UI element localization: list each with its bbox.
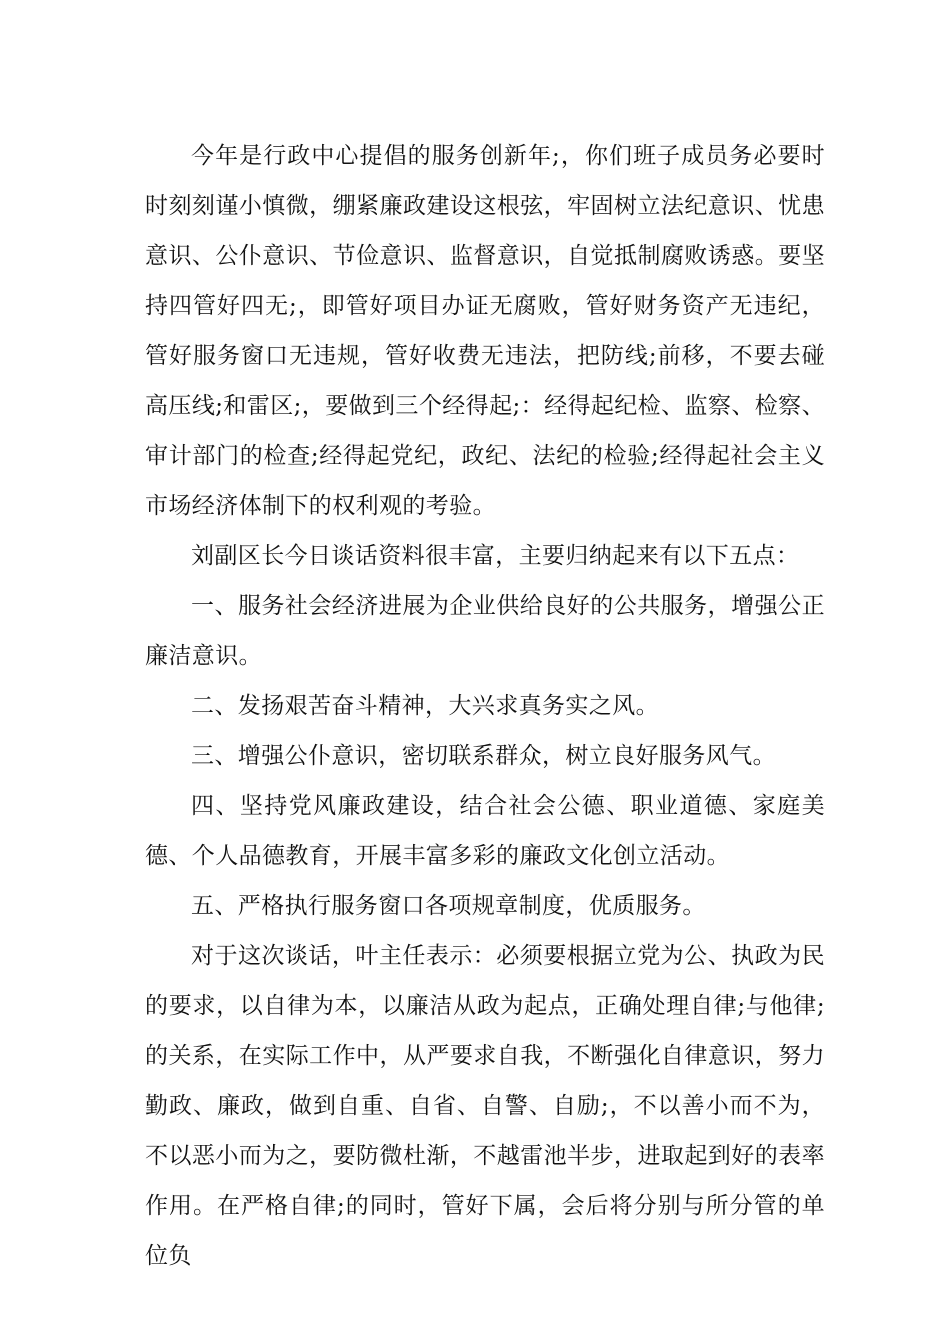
paragraph-7: 五、严格执行服务窗口各项规章制度，优质服务。: [191, 893, 706, 919]
paragraph-6: 四、坚持党风廉政建设，结合社会公德、职业道德、家庭美德、个人品德教育，开展丰富多彩的廉政文化创立活动。: [145, 793, 825, 869]
body-text: [145, 131, 825, 1281]
paragraph-2: 刘副区长今日谈话资料很丰富，主要归纳起来有以下五点：: [191, 543, 800, 569]
paragraph-3: 一、服务社会经济进展为企业供给良好的公共服务，增强公正廉洁意识。: [145, 593, 825, 669]
paragraph-4: 二、发扬艰苦奋斗精神，大兴求真务实之风。: [191, 693, 659, 719]
paragraph-5: 三、增强公仆意识，密切联系群众，树立良好服务风气。: [191, 743, 776, 769]
paragraph-1: 今年是行政中心提倡的服务创新年;，你们班子成员务必要时时刻刻谨小慎微，绷紧廉政建设这根弦，牢固树立法纪意识、忧患意识、公仆意识、节俭意识、监督意识，自觉抵制腐败诱惑。要坚持四管好四无;，即管好项目办证无腐败，管好财务资产无违纪，管好服务窗口无违规，管好收费无违法，把防线;前移，不要去碰高压线;和雷区;，要做到三个经得起;：经得起纪检、监察、检察、审计部门的检查;经得起党纪，政纪、法纪的检验;经得起社会主义市场经济体制下的权利观的考验。: [145, 143, 825, 519]
paragraph-8: 对于这次谈话，叶主任表示：必须要根据立党为公、执政为民的要求，以自律为本，以廉洁从政为起点，正确处理自律;与他律;的关系，在实际工作中，从严要求自我，不断强化自律意识，努力勤政、廉政，做到自重、自省、自警、自励;，不以善小而不为，不以恶小而为之，要防微杜渐，不越雷池半步，进取起到好的表率作用。在严格自律;的同时，管好下属，会后将分别与所分管的单位负: [145, 943, 825, 1269]
